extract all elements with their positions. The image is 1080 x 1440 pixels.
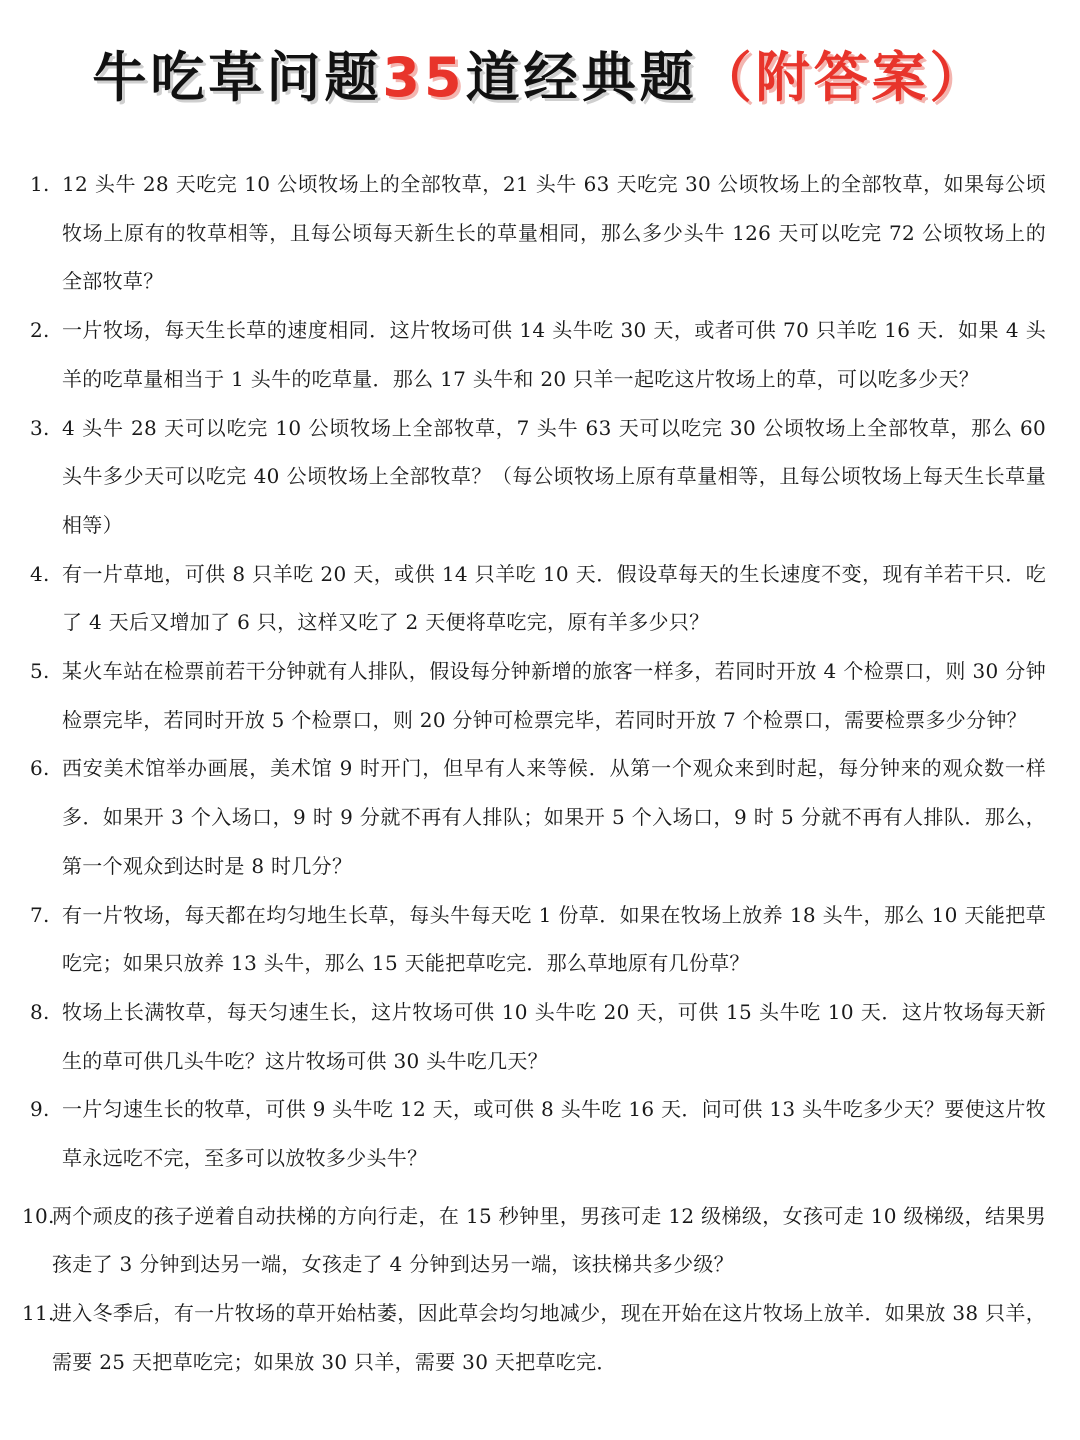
- problem-item-2: [0, 306, 1080, 403]
- problem-item-11: [0, 1289, 1080, 1386]
- problem-item-6: [0, 744, 1080, 890]
- problem-text: 一片牧场，每天生长草的速度相同．这片牧场可供 14 头牛吃 30 天，或者可供 70 只羊吃 16 天．如果 4 头羊的吃草量相当于 1 头牛的吃草量．那么 17 头牛和 20 只羊一起吃这片牧场上的草，可以吃多少天？: [62, 318, 1046, 391]
- problem-item-7: [0, 891, 1080, 988]
- problem-number: 1.: [30, 172, 50, 196]
- problem-number: 6.: [30, 756, 50, 781]
- problem-item-8: [0, 988, 1080, 1085]
- problem-text: 进入冬季后，有一片牧场的草开始枯萎，因此草会均匀地减少，现在开始在这片牧场上放羊．如果放 38 只羊，需要 25 天把草吃完；如果放 30 只羊，需要 30 天把草吃完．: [52, 1301, 1046, 1374]
- page-title: [0, 38, 1080, 118]
- title-part-1: 牛吃草问题: [92, 46, 383, 109]
- title-part-4: （附答案）: [697, 46, 988, 109]
- problem-number: 4.: [30, 561, 50, 586]
- title-part-3: 道经典题: [465, 46, 698, 109]
- problem-text: 有一片牧场，每天都在均匀地生长草，每头牛每天吃 1 份草．如果在牧场上放养 18 头牛，那么 10 天能把草吃完；如果只放养 13 头牛，那么 15 天能把草吃完．那么草地原有几份草？: [62, 902, 1046, 976]
- problem-text: 4 头牛 28 天可以吃完 10 公顷牧场上全部牧草，7 头牛 63 天可以吃完 30 公顷牧场上全部牧草，那么 60 头牛多少天可以吃完 40 公顷牧场上全部牧草？（每公顷牧场上原有草量相等，且每公顷牧场上每天生长草量相等）: [62, 415, 1046, 537]
- problem-text: 有一片草地，可供 8 只羊吃 20 天，或供 14 只羊吃 10 天．假设草每天的生长速度不变，现有羊若干只．吃了 4 天后又增加了 6 只，这样又吃了 2 天便将草吃完，原有羊多少只？: [62, 561, 1046, 635]
- problem-text: 西安美术馆举办画展，美术馆 9 时开门，但早有人来等候．从第一个观众来到时起，每分钟来的观众数一样多．如果开 3 个入场口，9 时 9 分就不再有人排队；如果开 5 个入场口，9 时 5 分就不再有人排队．那么，第一个观众到达时是 8 时几分？: [62, 756, 1046, 878]
- problem-number: 5.: [30, 659, 50, 684]
- title-part-2: 35: [382, 46, 466, 109]
- problem-item-9: [0, 1085, 1080, 1182]
- problem-text: 两个顽皮的孩子逆着自动扶梯的方向行走，在 15 秒钟里，男孩可走 12 级梯级，女孩可走 10 级梯级，结果男孩走了 3 分钟到达另一端，女孩走了 4 分钟到达另一端，该扶梯共多少级？: [52, 1203, 1046, 1277]
- problem-text: 一片匀速生长的牧草，可供 9 头牛吃 12 天，或可供 8 头牛吃 16 天．问可供 13 头牛吃多少天？要使这片牧草永远吃不完，至多可以放牧多少头牛？: [62, 1097, 1046, 1171]
- problem-number: 11.: [22, 1301, 55, 1326]
- problem-item-3: [0, 404, 1080, 550]
- problem-text: 12 头牛 28 天吃完 10 公顷牧场上的全部牧草，21 头牛 63 天吃完 30 公顷牧场上的全部牧草，如果每公顷牧场上原有的牧草相等，且每公顷每天新生长的草量相同，那么多少头牛 126 天可以吃完 72 公顷牧场上的全部牧草？: [62, 172, 1046, 294]
- problem-item-4: [0, 550, 1080, 647]
- problem-number: 10.: [22, 1203, 55, 1228]
- problem-number: 2.: [30, 318, 50, 343]
- problem-number: 9.: [30, 1097, 50, 1122]
- problem-item-10: [0, 1192, 1080, 1289]
- problem-text: 某火车站在检票前若干分钟就有人排队，假设每分钟新增的旅客一样多，若同时开放 4 个检票口，则 30 分钟检票完毕，若同时开放 5 个检票口，则 20 分钟可检票完毕，若同时开放 7 个检票口，需要检票多少分钟？: [62, 659, 1046, 732]
- problem-item-1: [0, 160, 1080, 306]
- problem-number: 3.: [30, 415, 50, 440]
- problem-number: 7.: [30, 902, 50, 927]
- problem-number: 8.: [30, 999, 50, 1024]
- spacer: [0, 1183, 1080, 1192]
- problem-text: 牧场上长满牧草，每天匀速生长，这片牧场可供 10 头牛吃 20 天，可供 15 头牛吃 10 天．这片牧场每天新生的草可供几头牛吃？这片牧场可供 30 头牛吃几天？: [62, 999, 1046, 1073]
- problem-item-5: [0, 647, 1080, 744]
- problem-list: [0, 160, 1080, 1387]
